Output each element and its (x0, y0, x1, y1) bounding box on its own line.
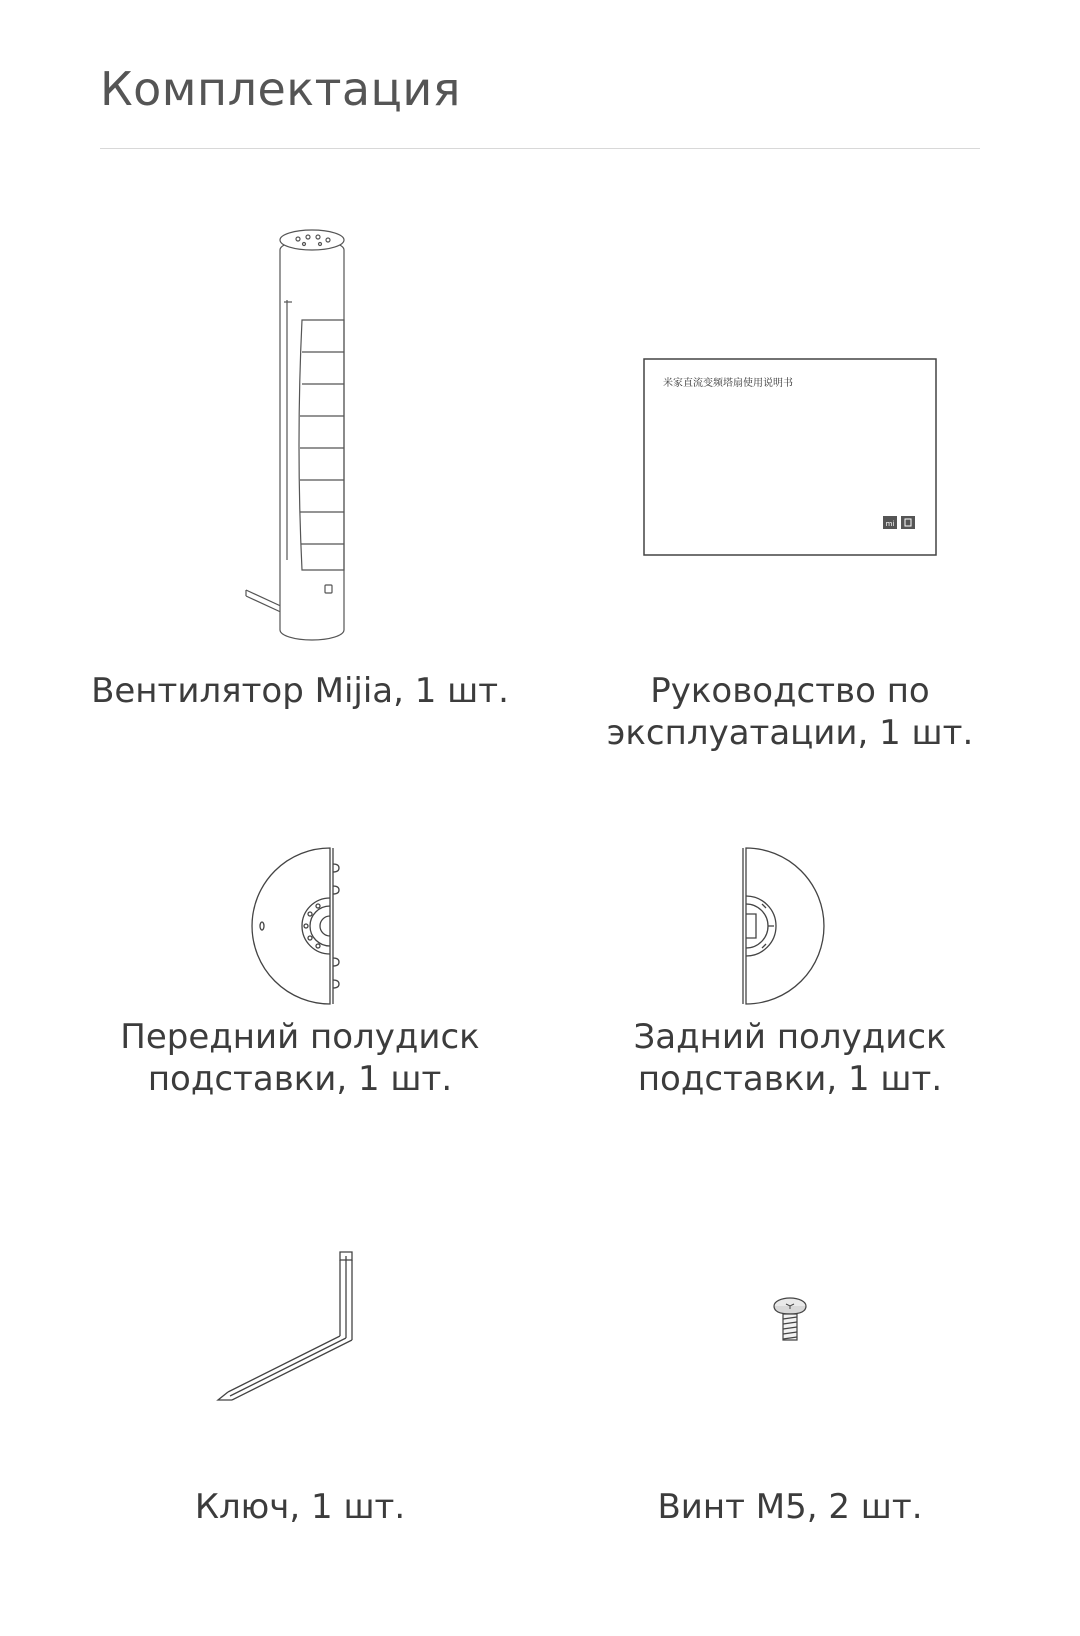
caption-rear-half-disc (520, 1016, 1060, 1100)
hex-key-icon (30, 1250, 570, 1410)
caption-line: подставки, 1 шт. (147, 1059, 453, 1099)
rear-half-disc-icon (520, 846, 1060, 1006)
caption-line: Руководство по (650, 671, 930, 711)
caption-line: подставки, 1 шт. (637, 1059, 943, 1099)
screw-icon (520, 1296, 1060, 1346)
caption-key (30, 1486, 570, 1528)
caption-line: Задний полудиск (633, 1017, 947, 1057)
caption-line: эксплуатации, 1 шт. (606, 713, 974, 753)
tower-fan-icon (30, 230, 570, 650)
caption-manual (520, 670, 1060, 754)
caption-fan (30, 670, 570, 712)
caption-line: Винт M5, 2 шт. (657, 1487, 923, 1527)
title-divider (100, 148, 980, 149)
caption-front-half-disc (30, 1016, 570, 1100)
manual-icon (520, 358, 1060, 556)
caption-line: Ключ, 1 шт. (194, 1487, 406, 1527)
caption-line: Вентилятор Mijia, 1 шт. (91, 671, 509, 711)
mi-logo: mi (885, 520, 895, 528)
caption-line: Передний полудиск (120, 1017, 480, 1057)
caption-screw (520, 1486, 1060, 1528)
page-title: Комплектация (100, 62, 461, 116)
front-half-disc-icon (30, 846, 570, 1006)
manual-cover-text: 米家直流变频塔扇使用说明书 (663, 378, 793, 389)
